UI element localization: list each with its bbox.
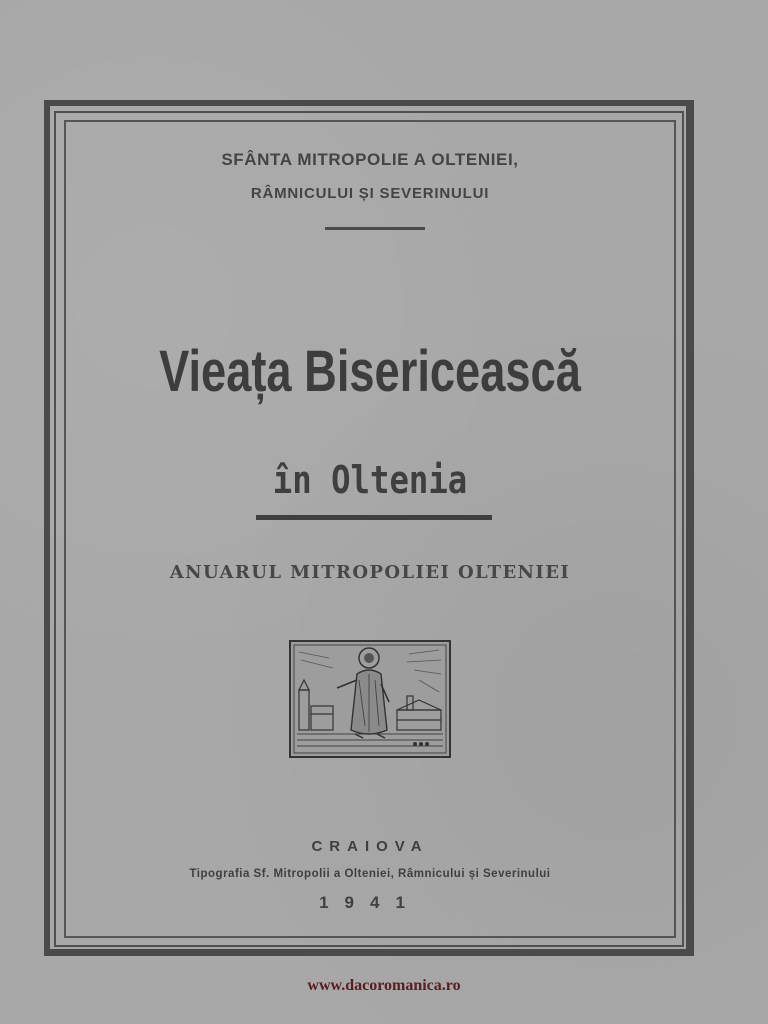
imprint-city: CRAIOVA <box>311 838 429 855</box>
imprint-year: 1941 <box>319 893 421 912</box>
imprint-printer: Tipografia Sf. Mitropolii a Olteniei, Râmnicului și Severinului <box>189 868 551 880</box>
website-link[interactable]: www.dacoromanica.ro <box>307 977 461 994</box>
divider-rule <box>325 227 425 230</box>
publisher-line-2: RÂMNICULUI ȘI SEVERINULUI <box>250 185 490 202</box>
saint-woodcut-icon <box>289 640 451 758</box>
inner-border <box>64 120 676 938</box>
publisher-line-1: SFÂNTA MITROPOLIE A OLTENIEI, <box>221 150 519 169</box>
subtitle-underline <box>256 515 492 520</box>
book-title: Vieața Bisericească <box>159 339 581 404</box>
annual-title: ANUARUL MITROPOLIEI OLTENIEI <box>169 562 571 583</box>
book-subtitle: în Oltenia <box>272 458 468 502</box>
